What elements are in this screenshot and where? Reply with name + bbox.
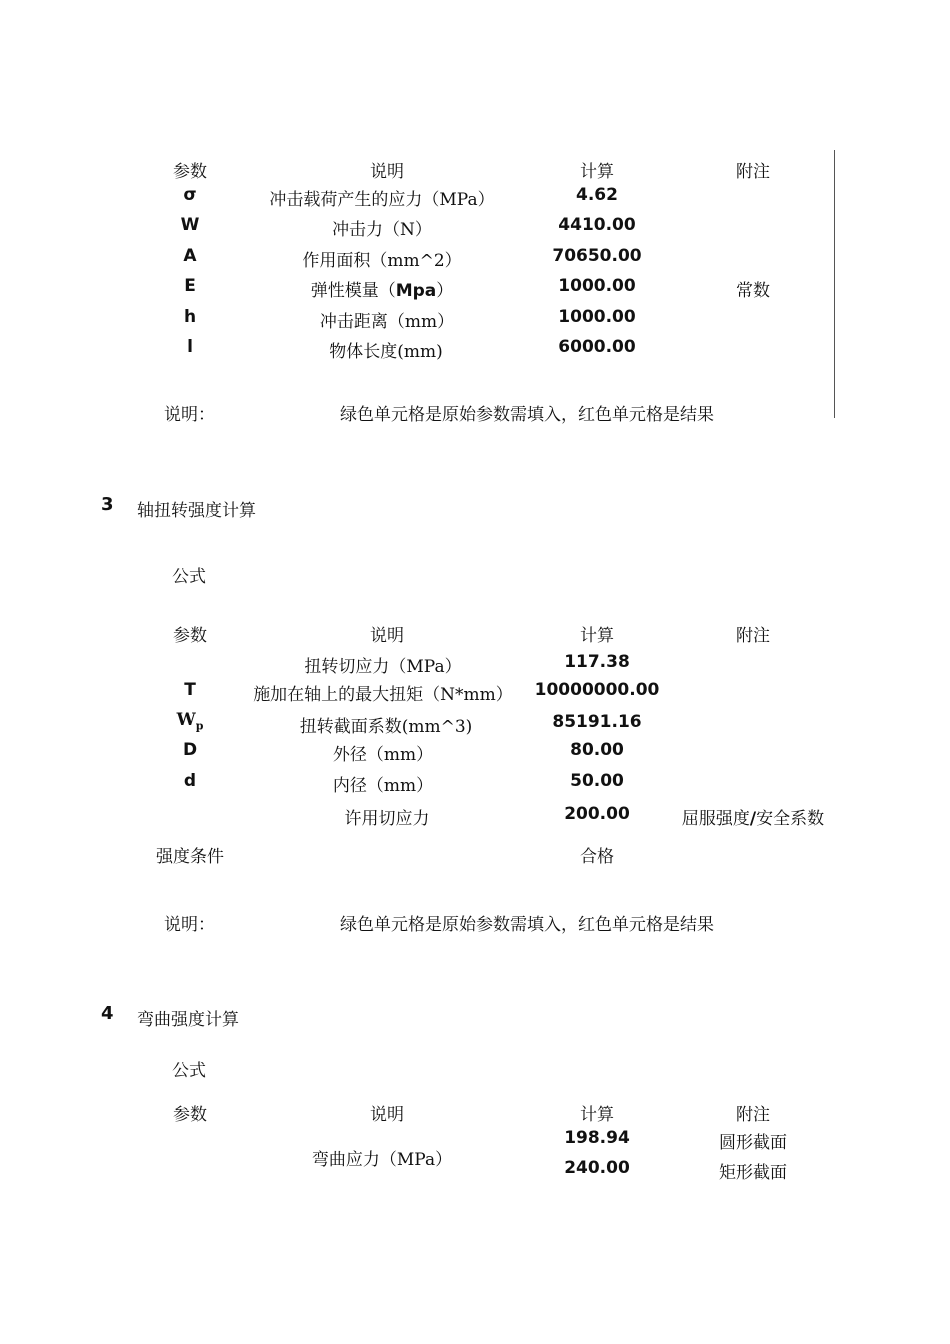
- header-note: 附注: [736, 1105, 770, 1125]
- param-description: 冲击力（N）: [332, 220, 432, 240]
- explain-text: 绿色单元格是原始参数需填入，红色单元格是结果: [340, 405, 714, 425]
- param-description: 扭转切应力（MPa）: [304, 657, 462, 677]
- calc-value: 240.00: [564, 1158, 630, 1178]
- param-description: 弯曲应力（MPa）: [311, 1150, 453, 1170]
- header-param: 参数: [173, 1105, 207, 1125]
- param-symbol: E: [184, 276, 196, 296]
- param-symbol: D: [182, 740, 198, 760]
- param-description: 弹性模量（Mpa）: [310, 281, 454, 301]
- calc-value: 70650.00: [552, 246, 642, 266]
- section-number: 4: [101, 1003, 114, 1024]
- header-param: 参数: [173, 162, 207, 182]
- param-description: 扭转截面系数(mm^3): [299, 717, 473, 737]
- header-note: 附注: [736, 626, 770, 646]
- calc-value: 1000.00: [558, 307, 636, 327]
- condition-value: 合格: [580, 847, 614, 867]
- calc-value: 6000.00: [558, 337, 636, 357]
- calc-value: 198.94: [564, 1128, 630, 1148]
- calc-value: 80.00: [570, 740, 624, 760]
- param-symbol: W: [180, 215, 200, 235]
- note-text: 屈服强度/安全系数: [681, 809, 825, 829]
- calc-value: 50.00: [570, 771, 624, 791]
- header-note: 附注: [736, 162, 770, 182]
- formula-label: 公式: [172, 1061, 206, 1081]
- param-symbol: σ: [183, 185, 197, 205]
- calc-value: 4410.00: [558, 215, 636, 235]
- param-description: 许用切应力: [344, 809, 430, 829]
- param-symbol: A: [183, 246, 197, 266]
- param-description: 外径（mm）: [332, 745, 434, 765]
- section-title: 弯曲强度计算: [137, 1010, 239, 1030]
- param-description: 物体长度(mm): [329, 342, 443, 362]
- calc-value: 117.38: [564, 652, 630, 672]
- calc-value: 85191.16: [552, 712, 642, 732]
- param-symbol: $W_p$: [176, 710, 204, 733]
- header-desc: 说明: [370, 162, 404, 182]
- explain-text: 绿色单元格是原始参数需填入，红色单元格是结果: [340, 915, 714, 935]
- header-param: 参数: [173, 626, 207, 646]
- param-symbol: h: [183, 307, 197, 327]
- explain-label: 说明：: [164, 915, 215, 935]
- formula-label: 公式: [172, 567, 206, 587]
- calc-value: 10000000.00: [534, 680, 660, 700]
- param-description: 内径（mm）: [332, 776, 434, 796]
- explain-label: 说明：: [164, 405, 215, 425]
- note-text: 矩形截面: [719, 1163, 787, 1183]
- param-description: 施加在轴上的最大扭矩（N*mm）: [253, 685, 513, 705]
- section-title: 轴扭转强度计算: [137, 501, 256, 521]
- param-description: 冲击距离（mm）: [319, 312, 455, 332]
- calc-value: 200.00: [564, 804, 630, 824]
- section-number: 3: [101, 494, 114, 515]
- param-symbol: l: [187, 337, 193, 357]
- note-text: 常数: [736, 281, 770, 301]
- note-text: 圆形截面: [719, 1133, 787, 1153]
- calc-value: 1000.00: [558, 276, 636, 296]
- calc-value: 4.62: [576, 185, 618, 205]
- table-border-line: [834, 150, 835, 418]
- param-description: 冲击载荷产生的应力（MPa）: [269, 190, 495, 210]
- header-desc: 说明: [370, 1105, 404, 1125]
- param-symbol: T: [184, 680, 196, 700]
- param-symbol: d: [183, 771, 197, 791]
- header-desc: 说明: [370, 626, 404, 646]
- header-calc: 计算: [580, 1105, 614, 1125]
- header-calc: 计算: [580, 626, 614, 646]
- condition-label: 强度条件: [156, 847, 224, 867]
- param-description: 作用面积（mm^2）: [302, 251, 462, 271]
- header-calc: 计算: [580, 162, 614, 182]
